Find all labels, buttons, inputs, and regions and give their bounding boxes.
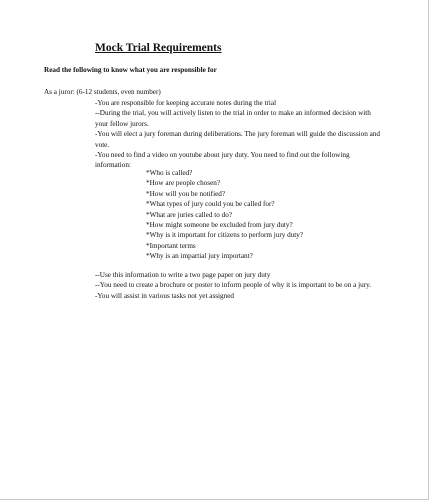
question-item: *Why is it important for citizens to perform jury duty? (146, 231, 304, 240)
instruction-text: Read the following to know what you are responsible for (44, 66, 217, 74)
responsibility-item: -You are responsible for keeping accurate notes during the trial (95, 99, 277, 107)
task-item: -You will assist in various tasks not yet assigned (95, 291, 235, 300)
responsibility-item: -You will elect a jury foreman during deliberations. The jury foreman will guide the discussion and vote. (95, 130, 380, 149)
responsibility-item: --During the trial, you will actively listen to the trial in order to make an informed decision with your fellow jurors. (95, 109, 371, 128)
question-item: *Who is called? (146, 169, 193, 177)
question-item: *Important terms (146, 241, 196, 250)
task-item: --Use this information to write a two page paper on jury duty (95, 271, 271, 279)
question-item: *How will you be notified? (146, 189, 226, 198)
role-heading: As a juror: (6-12 students, even number) (44, 88, 161, 96)
responsibility-item: -You need to find a video on youtube about jury duty. You need to find out the following information: (95, 151, 350, 170)
question-item: *Why is an impartial jury important? (146, 252, 253, 261)
tasks-list (95, 270, 385, 301)
questions-list (146, 168, 303, 262)
document-title: Mock Trial Requirements (95, 42, 222, 54)
question-item: *How might someone be excluded from jury duty? (146, 221, 293, 230)
responsibilities-list (95, 98, 385, 171)
question-item: *What are juries called to do? (146, 210, 233, 219)
question-item: *How are people chosen? (146, 179, 221, 188)
question-item: *What types of jury could you be called for? (146, 200, 275, 209)
task-item: --You need to create a brochure or poster to inform people of why it is important to be on a jury. (95, 281, 372, 290)
